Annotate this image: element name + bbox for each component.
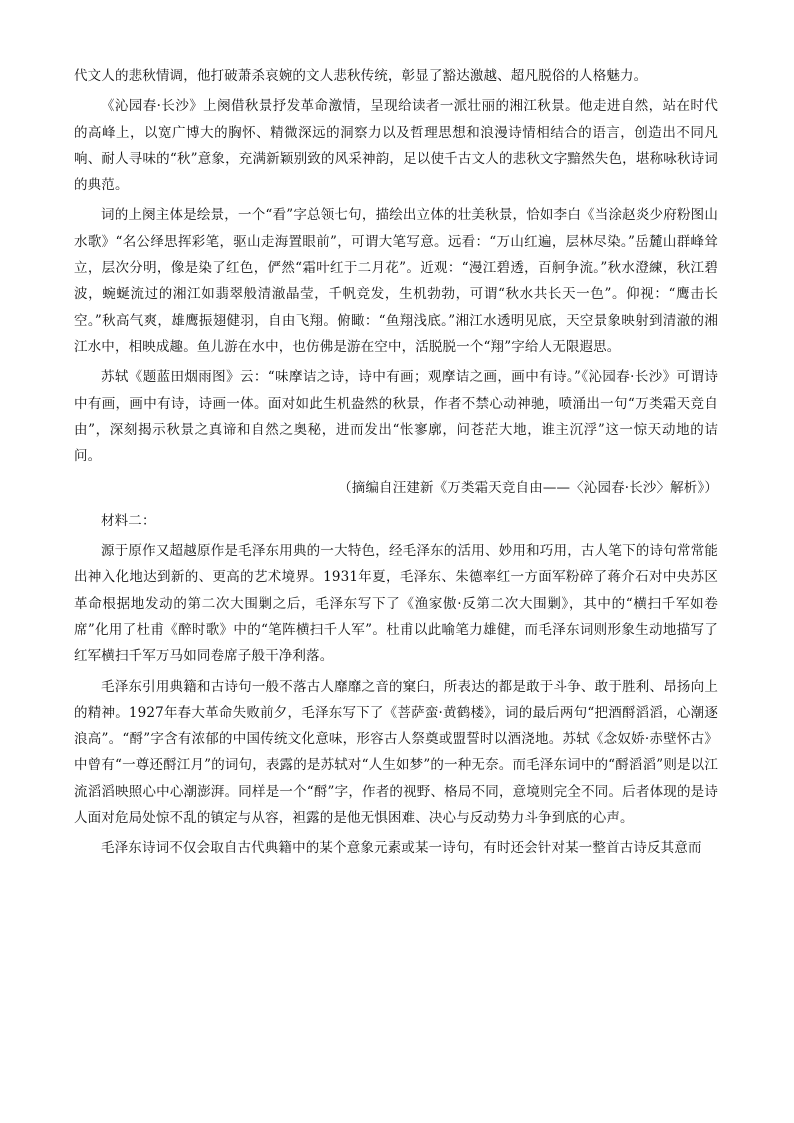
paragraph-1: 代文人的悲秋情调，他打破萧杀哀婉的文人悲秋传统，彰显了豁达激越、超凡脱俗的人格魅力。 xyxy=(74,68,648,84)
paragraph-4: 苏轼《题蓝田烟雨图》云：“味摩诘之诗，诗中有画；观摩诘之画，画中有诗。”《沁园春·长沙》可谓诗中有画，画中有诗，诗画一体。面对如此生机盎然的秋景，作者不禁心动神驰，喷涌出一句“万类霜天竞自由”，深刻揭示秋景之真谛和自然之奥秘，进而发出“怅寥廓，问苍茫大地，谁主沉浮”这一惊天动地的诘问。 xyxy=(74,369,718,465)
paragraph-5: 源于原作又超越原作是毛泽东用典的一大特色，经毛泽东的活用、妙用和巧用，古人笔下的诗句常常能出神入化地达到新的、更高的艺术境界。1931年夏，毛泽东、朱德率红一方面军粉碎了蒋介石对中央苏区革命根据地发动的第二次大围剿之后，毛泽东写下了《渔家傲·反第二次大围剿》，其中的“横扫千军如卷席”化用了杜甫《醉时歌》中的“笔阵横扫千人军”。杜甫以此喻笔力雄健，而毛泽东词则形象生动地描写了红军横扫千军万马如同卷席子般干净利落。 xyxy=(74,543,718,665)
paragraph-3: 词的上阕主体是绘景，一个“看”字总领七句，描绘出立体的壮美秋景，恰如李白《当涂赵炎少府粉图山水歌》“名公绎思挥彩笔，驱山走海置眼前”，可谓大笔写意。远看：“万山红遍，层林尽染。”岳麓山群峰耸立，层次分明，像是染了红色，俨然“霜叶红于二月花”。近观：“漫江碧透，百舸争流。”秋水澄練，秋江碧波，蜿蜒流过的湘江如翡翠般清澈晶莹，千帆竞发，生机勃勃，可谓“秋水共长天一色”。仰视：“鹰击长空。”秋高气爽，雄鹰振翅健羽，自由飞翔。俯瞰：“鱼翔浅底。”湘江水透明见底，天空景象映射到清澈的湘江水中，相映成趣。鱼儿游在水中，也仿佛是游在空中，活脱脱一个“翔”字给人无限遐思。 xyxy=(74,207,718,355)
material-label: 材料二： xyxy=(101,512,156,529)
paragraph-2: 《沁园春·长沙》上阕借秋景抒发革命激情，呈现给读者一派壮丽的湘江秋景。他走进自然，站在时代的高峰上，以宽广博大的胸怀、精微深远的洞察力以及哲理思想和浪漫诗情相结合的语言，创造出不同凡响、耐人寻味的“秋”意象，充满新颖别致的风采神韵，足以使千古文人的悲秋文字黯然失色，堪称咏秋诗词的典范。 xyxy=(74,98,718,194)
source-citation: （摘编自汪建新《万类霜天竞自由——〈沁园春·长沙〉解析》） xyxy=(338,480,718,497)
paragraph-6: 毛泽东引用典籍和古诗句一般不落古人靡靡之音的窠臼，所表达的都是敢于斗争、敢于胜利、昂扬向上的精神。1927年春大革命失败前夕，毛泽东写下了《菩萨蛮·黄鹤楼》，词的最后两句“把酒酹滔滔，心潮逐浪高”。“酹”字含有浓郁的中国传统文化意味，形容古人祭奠或盟誓时以酒浇地。苏轼《念奴娇·赤壁怀古》中曾有“一尊还酹江月”的词句，表露的是苏轼对“人生如梦”的一种无奈。而毛泽东词中的“酹滔滔”则是以江流滔滔映照心中心潮澎湃。同样是一个“酹”字，作者的视野、格局不同，意境则完全不同。后者体现的是诗人面对危局处惊不乱的镇定与从容，袒露的是他无惧困难、决心与反动势力斗争到底的心声。 xyxy=(74,678,718,827)
article-body xyxy=(74,63,718,866)
paragraph-7: 毛泽东诗词不仅会取自古代典籍中的某个意象元素或某一诗句，有时还会针对某一整首古诗反其意而 xyxy=(101,840,702,857)
